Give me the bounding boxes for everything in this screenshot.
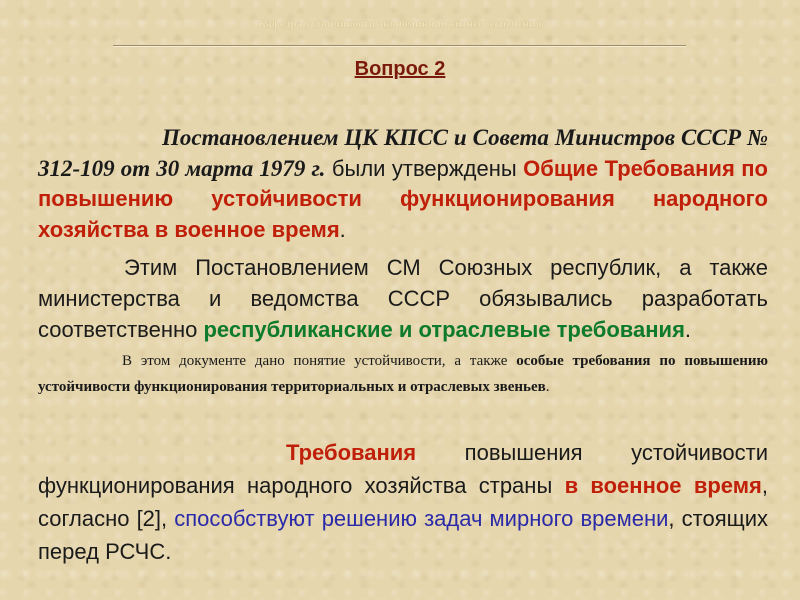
paragraph-requirements — [38, 436, 768, 568]
paragraph-text: В этом документе дано понятие устойчивости, а также — [122, 353, 517, 369]
slide-title: Вопрос 2 — [354, 58, 446, 80]
paragraph-end: . — [339, 216, 346, 242]
highlight-general-requirements: Общие Требования по повышению устойчивости функционирования народного хозяйства в военное время — [38, 155, 768, 242]
highlight-wartime: в военное время — [564, 473, 762, 498]
paragraph-document — [38, 348, 768, 400]
paragraph-end: . — [684, 317, 692, 342]
resolution-reference: Постановлением ЦК КПСС и Совета Министров СССР № 312-109 от 30 марта 1979 г. — [38, 125, 768, 181]
paragraph-text: были утверждены — [325, 155, 524, 181]
highlight-peacetime-tasks: способствуют решению задач мирного времени — [174, 506, 669, 531]
paragraph-resolution — [38, 123, 768, 245]
paragraph-text: Этим Постановлением СМ Союзных республик, а также министерства и ведомства СССР обязывались разработать соответственно — [38, 255, 768, 342]
paragraph-end: . — [545, 379, 550, 395]
paragraph-text: , стоящих перед РСЧС. — [38, 506, 768, 564]
paragraph-text: повышения устойчивости функционирования народного хозяйства страны — [38, 440, 768, 498]
paragraph-text: , согласно [2], — [38, 473, 768, 531]
highlight-republican-requirements: республиканские и отраслевые требования — [203, 317, 685, 342]
department-header: Кафедра устойчивости экономики и жизнеобеспечения — [258, 18, 542, 30]
paragraph-republics — [38, 252, 768, 345]
highlight-requirements-word: Требования — [286, 440, 417, 465]
header-divider — [113, 45, 686, 47]
highlight-special-requirements: особые требования по повышению устойчивости функционирования территориальных и отраслевых звеньев — [38, 353, 768, 395]
